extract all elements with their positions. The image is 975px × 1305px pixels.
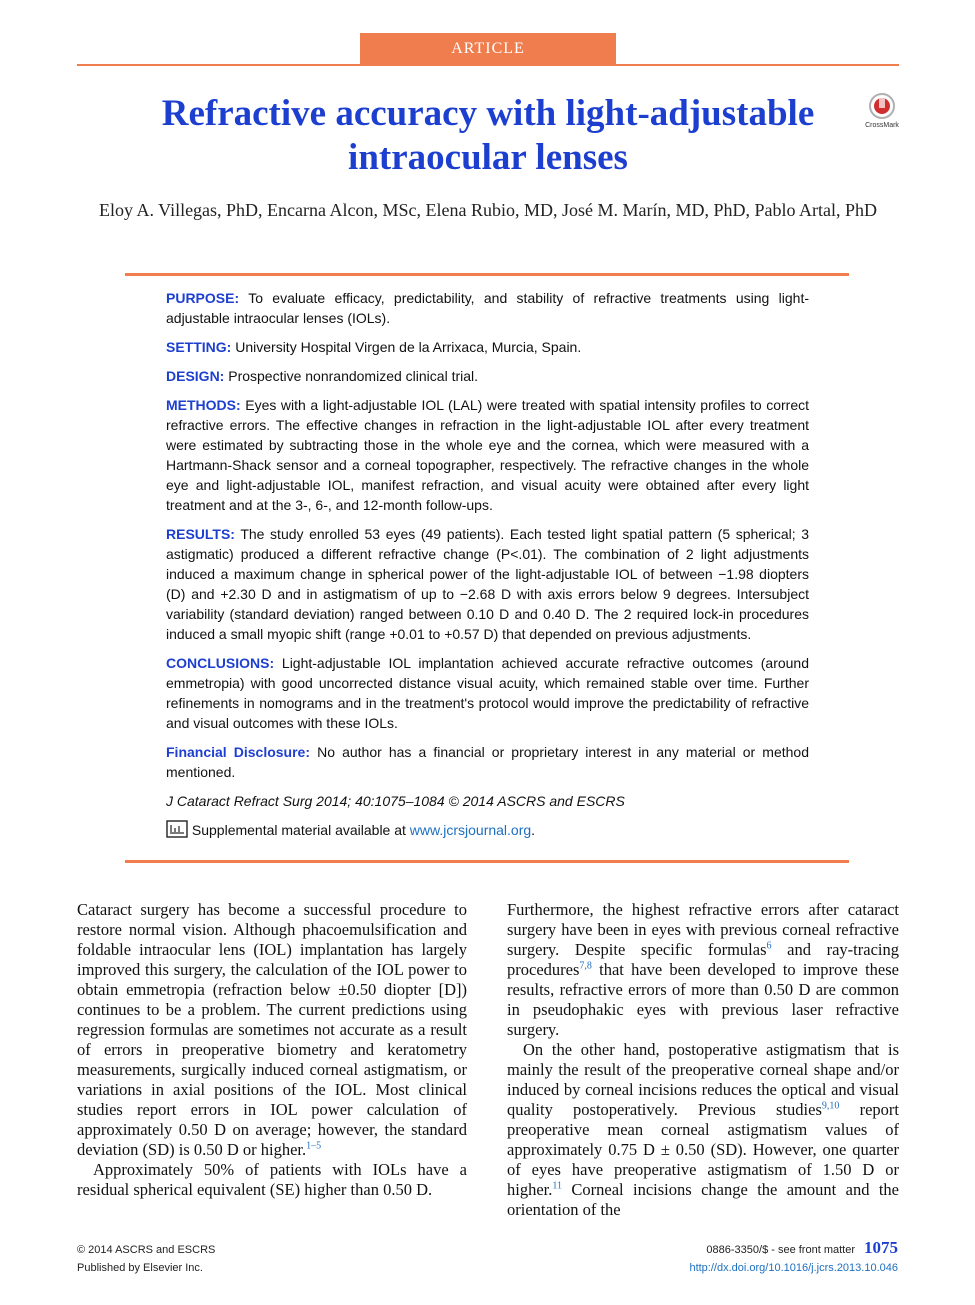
abstract-bottom-rule: [125, 860, 849, 863]
body-column-right: [507, 900, 899, 1220]
reference-link[interactable]: 1–5: [306, 1140, 322, 1152]
disclosure-text: No author has a financial or proprietary interest in any material or method mentioned.: [166, 744, 809, 780]
abstract-top-rule: [125, 273, 849, 276]
intro-paragraph-1: [77, 900, 467, 1160]
results-text: The study enrolled 53 eyes (49 patients). Each tested light spatial pattern (5 spherical; 3 astigmatic) produced a different refractive change (P<.01). The combination of 2 light adjustments induced a maximum change in spherical power of the light-adjustable IOL of between −1.98 diopters (D) and +2.30 D and in astigmatism of up to −2.68 D with axis errors below 9 degrees. Intersubject variability (standard deviation) ranged between 0.10 D and 0.40 D. The 2 required lock-in procedures induced a small myopic shift (range +0.01 to +0.57 D) that depended on previous adjustments.: [166, 526, 810, 642]
purpose-text: To evaluate efficacy, predictability, and stability of refractive treatments using light-adjustable intraocular lenses (IOLs).: [166, 290, 809, 326]
conclusions-label: CONCLUSIONS:: [166, 655, 275, 671]
supplemental-end: .: [531, 822, 536, 838]
paragraph-3-text-a: Furthermore, the highest refractive errors after cataract surgery have been in eyes with previous corneal refractive surgery. Despite specific formulas: [507, 900, 899, 959]
paragraph-3-text-b: and ray-tracing procedures: [507, 940, 899, 979]
abstract-methods: [166, 395, 809, 515]
paragraph-4-text-c: Corneal incisions change the amount and the orientation of the: [507, 1180, 899, 1219]
intro-paragraph-4: [507, 1040, 899, 1220]
setting-text: University Hospital Virgen de la Arrixaca, Murcia, Spain.: [235, 339, 582, 355]
body-column-left: [77, 900, 467, 1200]
journal-citation: J Cataract Refract Surg 2014; 40:1075–1084 © 2014 ASCRS and ESCRS: [166, 793, 625, 809]
design-text: Prospective nonrandomized clinical trial.: [228, 368, 479, 384]
reference-link[interactable]: 11: [552, 1180, 563, 1192]
intro-paragraph-3: [507, 900, 899, 1040]
abstract-conclusions: [166, 653, 809, 733]
reference-link[interactable]: 9,10: [821, 1100, 840, 1112]
setting-label: SETTING:: [166, 339, 232, 355]
conclusions-text: Light-adjustable IOL implantation achieved accurate refractive outcomes (around emmetropia) with good uncorrected distance visual acuity, which remained stable over time. Further refinements in nomograms and in the treatment's protocol would improve the predictability of refractive and visual outcomes with these IOLs.: [166, 655, 809, 731]
page-number: 1075: [864, 1238, 898, 1257]
methods-label: METHODS:: [166, 397, 241, 413]
footer-issn: 0886-3350/$ - see front matter: [706, 1244, 855, 1256]
paragraph-4-text-b: report preoperative mean corneal astigmatism values of approximately 0.75 D ± 0.50 (SD). However, one quarter of eyes have preoperative astigmatism of 1.50 D or higher.: [507, 1100, 899, 1199]
footer-publisher: Published by Elsevier Inc.: [77, 1262, 203, 1274]
author-list: Eloy A. Villegas, PhD, Encarna Alcon, MSc, Elena Rubio, MD, José M. Marín, MD, PhD, Pablo Artal, PhD: [98, 200, 878, 220]
abstract-results: [166, 524, 809, 644]
results-label: RESULTS:: [166, 526, 235, 542]
reference-link[interactable]: 6: [766, 940, 772, 952]
methods-text: Eyes with a light-adjustable IOL (LAL) were treated with spatial intensity profiles to correct refractive errors. The effective changes in refraction in the light-adjustable IOL after every treatment were estimated by subtracting those in the whole eye and the cornea, which were measured with a Hartmann-Shack sensor and a corneal topographer, respectively. The refractive changes in the whole eye and light-adjustable IOL, manifest refraction, and visual acuity were obtained after every light treatment and at the 3-, 6-, and 12-month follow-ups.: [166, 397, 809, 513]
design-label: DESIGN:: [166, 368, 225, 384]
abstract-setting: [166, 337, 809, 357]
purpose-label: PURPOSE:: [166, 290, 240, 306]
article-title: Refractive accuracy with light-adjustable intraocular lenses: [161, 93, 815, 178]
reference-link[interactable]: 7,8: [579, 960, 592, 972]
article-type-tag: ARTICLE: [360, 33, 616, 65]
abstract-design: [166, 366, 809, 386]
intro-paragraph-1-text: Cataract surgery has become a successful procedure to restore normal vision. Although phacoemulsification and foldable intraocular lens (IOL) implantation has largely improved this surgery, the calculation of the IOL power to obtain emmetropia (refraction below ±0.50 diopter [D]) continues to be a problem. The current predictions using regression formulas are sometimes not accurate as a result of errors in preoperative biometry and keratometry measurements, surgically induced corneal astigmatism, or variations in axial positions of the IOL. Most clinical studies report errors in IOL power calculation of approximately 0.50 D on average; however, the standard deviation (SD) is 0.50 D or higher.: [77, 900, 467, 1159]
paragraph-4-text-a: On the other hand, postoperative astigmatism that is mainly the result of the preoperative corneal shape and/or induced by corneal incisions reduces the optical and visual quality postoperatively. Previous studies: [507, 1040, 899, 1119]
abstract-purpose: [166, 288, 809, 328]
crossmark-logo[interactable]: [862, 92, 902, 130]
paragraph-3-text-c: that have been developed to improve these results, refractive errors of more than 0.50 D are common in pseudophakic eyes with previous laser refractive surgery.: [507, 960, 899, 1039]
supplemental-text: Supplemental material available at: [191, 822, 410, 838]
supplemental-note: [166, 820, 809, 840]
crossmark-icon: [862, 92, 902, 130]
journal-website-link[interactable]: www.jcrsjournal.org: [409, 822, 532, 838]
supplemental-data-icon: [166, 820, 188, 838]
header-rule: [77, 64, 899, 66]
disclosure-label: Financial Disclosure:: [166, 744, 311, 760]
footer-copyright: © 2014 ASCRS and ESCRS: [77, 1244, 216, 1256]
crossmark-label: CrossMark: [865, 122, 899, 129]
doi-link[interactable]: http://dx.doi.org/10.1016/j.jcrs.2013.10.046: [689, 1262, 898, 1274]
abstract: [166, 288, 809, 849]
intro-paragraph-2: Approximately 50% of patients with IOLs have a residual spherical equivalent (SE) higher than 0.50 D.: [77, 1160, 467, 1199]
abstract-disclosure: [166, 742, 809, 782]
